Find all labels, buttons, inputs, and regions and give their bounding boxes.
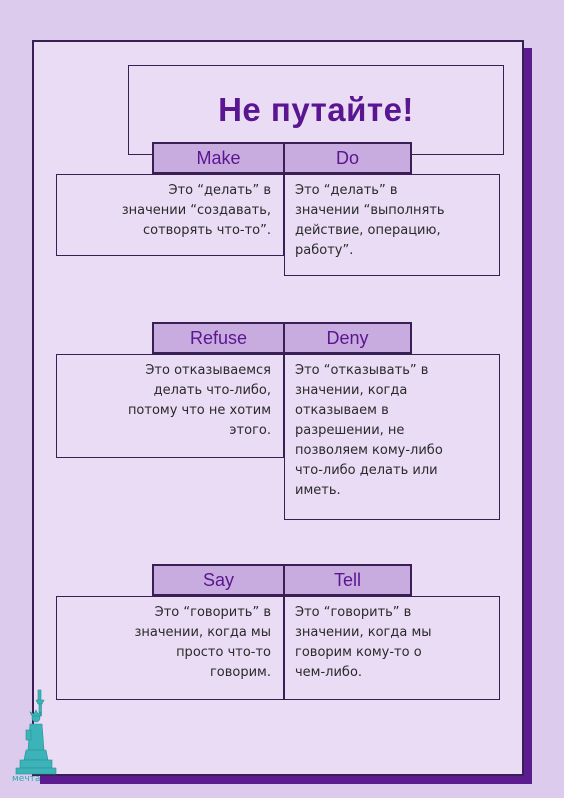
brand-name: мечта: [12, 774, 41, 784]
header-deny: Deny: [284, 322, 412, 354]
definition-tell: Это “говорить” в значении, когда мы говорим кому-то о чем-либо.: [284, 596, 500, 700]
page-title: Не путайте!: [218, 91, 414, 128]
definition-refuse: Это отказываемся делать что-либо, потому что не хотим этого.: [56, 354, 284, 458]
definition-make: Это “делать” в значении “создавать, сотворять что-то”.: [56, 174, 284, 256]
header-refuse: Refuse: [152, 322, 284, 354]
definition-say: Это “говорить” в значении, когда мы просто что-то говорим.: [56, 596, 284, 700]
definition-deny: Это “отказывать” в значении, когда отказываем в разрешении, не позволяем кому-либо что-либо делать или иметь.: [284, 354, 500, 520]
statue-of-liberty-icon: [8, 688, 68, 788]
header-tell: Tell: [284, 564, 412, 596]
header-do: Do: [284, 142, 412, 174]
definition-do: Это “делать” в значении “выполнять действие, операцию, работу”.: [284, 174, 500, 276]
header-say: Say: [152, 564, 284, 596]
header-make: Make: [152, 142, 284, 174]
